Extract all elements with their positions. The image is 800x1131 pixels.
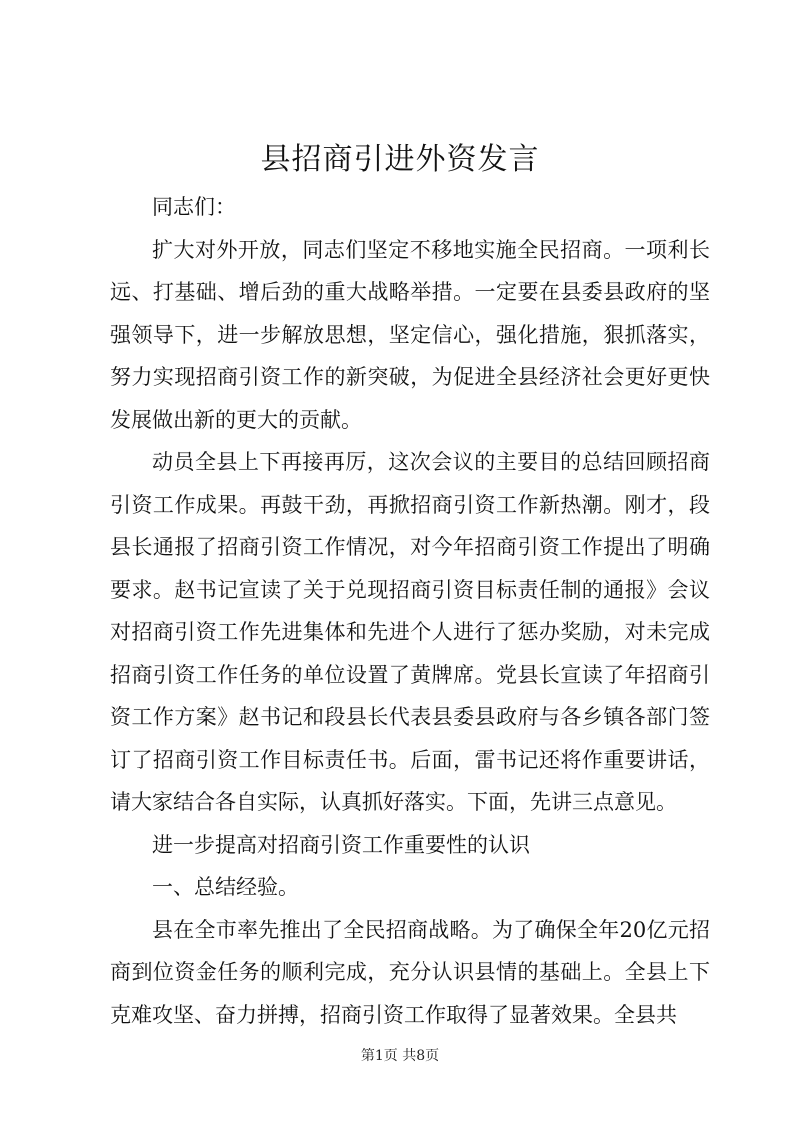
salutation: 同志们： (152, 195, 236, 219)
paragraph-meeting-summary: 动员全县上下再接再厉，这次会议的主要目的总结回顾招商引资工作成果。再鼓干劲，再掀招商引资工作新热潮。刚才，段县长通报了招商引资工作情况，对今年招商引资工作提出了明确要求。赵书记宣读了关于兑现招商引资目标责任制的通报》会议对招商引资工作先进集体和先进个人进行了惩办奖励，对未完成招商引资工作任务的单位设置了黄牌席。党县长宣读了年招商引资工作方案》赵书记和段县长代表县委县政府与各乡镇各部门签订了招商引资工作目标责任书。后面，雷书记还将作重要讲话，请大家结合各自实际，认真抓好落实。下面，先讲三点意见。 (110, 450, 710, 814)
paragraph-experience: 县在全市率先推出了全民招商战略。为了确保全年20亿元招商到位资金任务的顺利完成，充分认识县情的基础上。全县上下克难攻坚、奋力拼搏，招商引资工作取得了显著效果。全县共 (110, 917, 710, 1027)
page-footer: 第1页 共8页 (360, 1048, 440, 1064)
section-heading: 进一步提高对招商引资工作重要性的认识 (152, 832, 530, 857)
document-title: 县招商引进外资发言 (260, 142, 540, 177)
document-body (110, 186, 710, 1036)
subsection-heading: 一、总结经验。 (152, 875, 299, 899)
paragraph-intro: 扩大对外开放，同志们坚定不移地实施全民招商。一项利长远、打基础、增后劲的重大战略举措。一定要在县委县政府的坚强领导下，进一步解放思想，坚定信心，强化措施，狠抓落实，努力实现招商引资工作的新突破，为促进全县经济社会更好更快发展做出新的更大的贡献。 (110, 237, 710, 432)
